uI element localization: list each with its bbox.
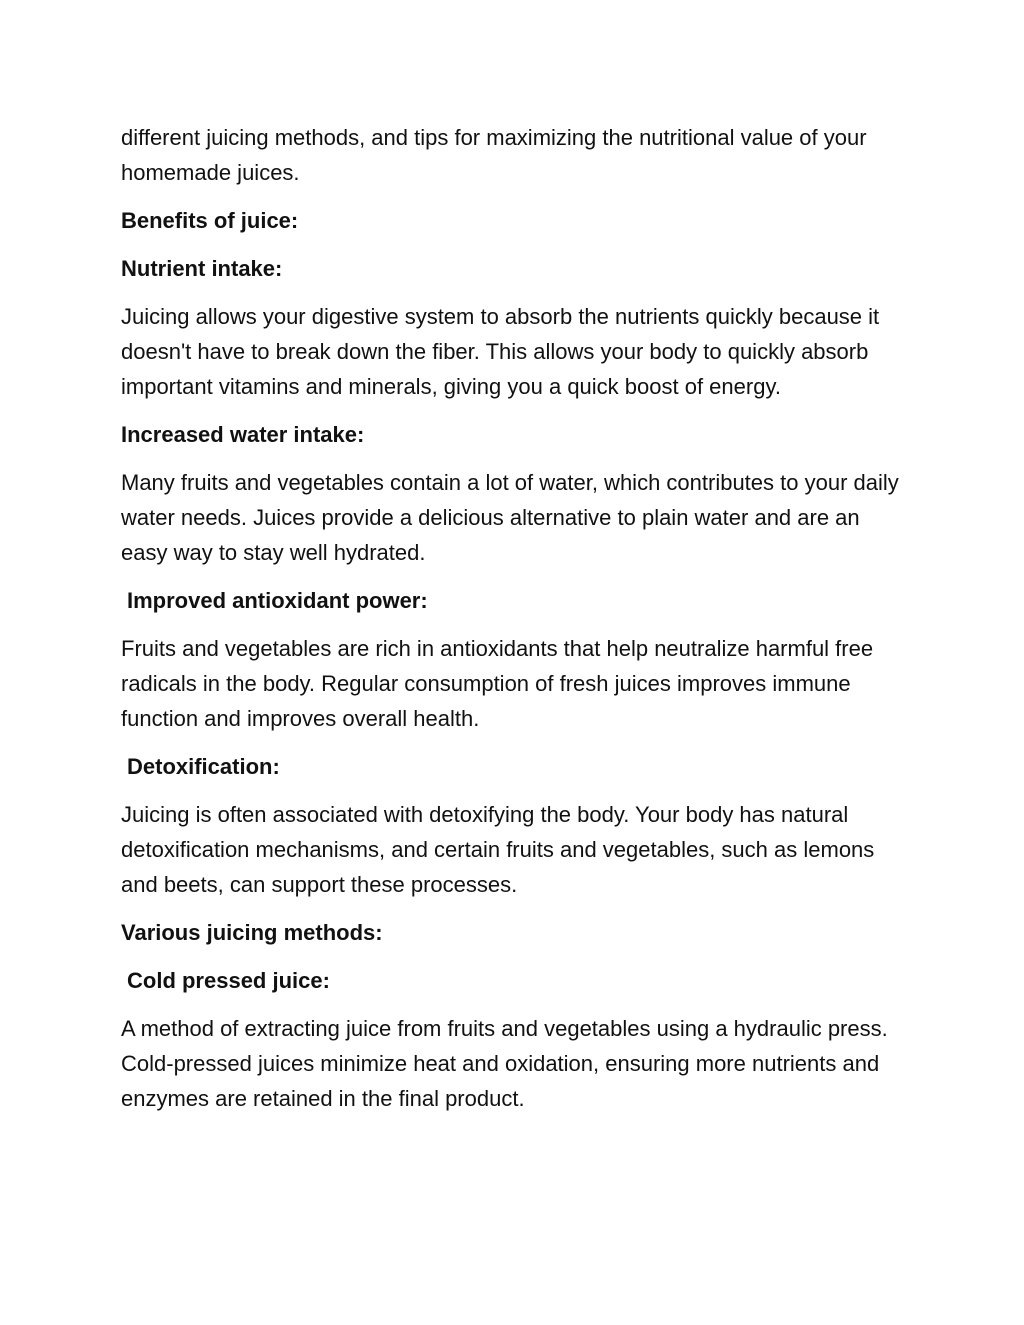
heading-cold-pressed-juice: Cold pressed juice: [127, 968, 330, 993]
paragraph-cold-pressed-juice: A method of extracting juice from fruits and vegetables using a hydraulic press. Cold-pressed juices minimize heat and oxidation, ensuring more nutrients and enzymes are retained in the final product. [121, 1016, 888, 1111]
paragraph-detoxification: Juicing is often associated with detoxifying the body. Your body has natural detoxification mechanisms, and certain fruits and vegetables, such as lemons and beets, can support these processes. [121, 802, 875, 897]
heading-detoxification: Detoxification: [127, 754, 280, 779]
intro-paragraph: different juicing methods, and tips for maximizing the nutritional value of your homemade juices. [121, 125, 867, 185]
heading-various-juicing-methods: Various juicing methods: [121, 920, 383, 945]
heading-improved-antioxidant-power: Improved antioxidant power: [127, 588, 428, 613]
paragraph-antioxidant-power: Fruits and vegetables are rich in antioxidants that help neutralize harmful free radicals in the body. Regular consumption of fresh juices improves immune function and improves overall health. [121, 636, 874, 731]
paragraph-nutrient-intake: Juicing allows your digestive system to absorb the nutrients quickly because it doesn't have to break down the fiber. This allows your body to quickly absorb important vitamins and minerals, giving you a quick boost of energy. [121, 304, 880, 399]
heading-benefits-of-juice: Benefits of juice: [121, 208, 299, 233]
document-page [121, 120, 901, 1129]
paragraph-water-intake: Many fruits and vegetables contain a lot of water, which contributes to your daily water needs. Juices provide a delicious alternative to plain water and are an easy way to stay well hydrated. [121, 470, 899, 565]
heading-increased-water-intake: Increased water intake: [121, 422, 365, 447]
heading-nutrient-intake: Nutrient intake: [121, 256, 283, 281]
